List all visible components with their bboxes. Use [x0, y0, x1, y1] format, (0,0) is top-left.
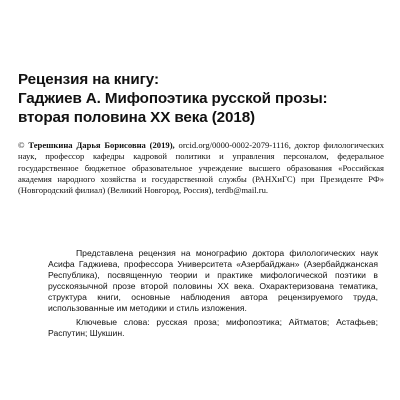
- author-info: [18, 140, 384, 196]
- abstract-text: Представлена рецензия на монографию доктора филологических наук Асифа Гаджиева, профессора Университета «Азербайджан» (Азербайджанская Республика), посвященную теории и практике мифологической поэтики в русскоязычной прозе второй половины XX века. Охарактеризована тематика, структура книги, основные наблюдения автора рецензируемого труда, использованные им методики и стиль изложения.: [48, 248, 378, 313]
- copyright-sign: ©: [18, 140, 25, 150]
- abstract: [48, 248, 378, 339]
- author-name: Терешкина Дарья Борисовна (2019),: [28, 140, 175, 150]
- keywords: Ключевые слова: русская проза; мифопоэтика; Айтматов; Астафьев; Распутин; Шукшин.: [48, 317, 378, 338]
- title-line-2: Гаджиев А. Мифопоэтика русской прозы:: [18, 90, 328, 107]
- title-line-3: вторая половина XX века (2018): [18, 109, 255, 126]
- paper-title: [18, 70, 388, 127]
- author-details: orcid.org/0000-0002-2079-1116, доктор филологических наук, профессор кафедры кадровой политики и управления персоналом, федеральное государственное бюджетное образовательное учреждение высшего образования «Российская академия народного хозяйства и государственной службы (РАНХиГС) при Президенте РФ» (Новгородский филиал) (Великий Новгород, Россия), terdb@mail.ru.: [18, 140, 385, 196]
- title-line-1: Рецензия на книгу:: [18, 71, 159, 88]
